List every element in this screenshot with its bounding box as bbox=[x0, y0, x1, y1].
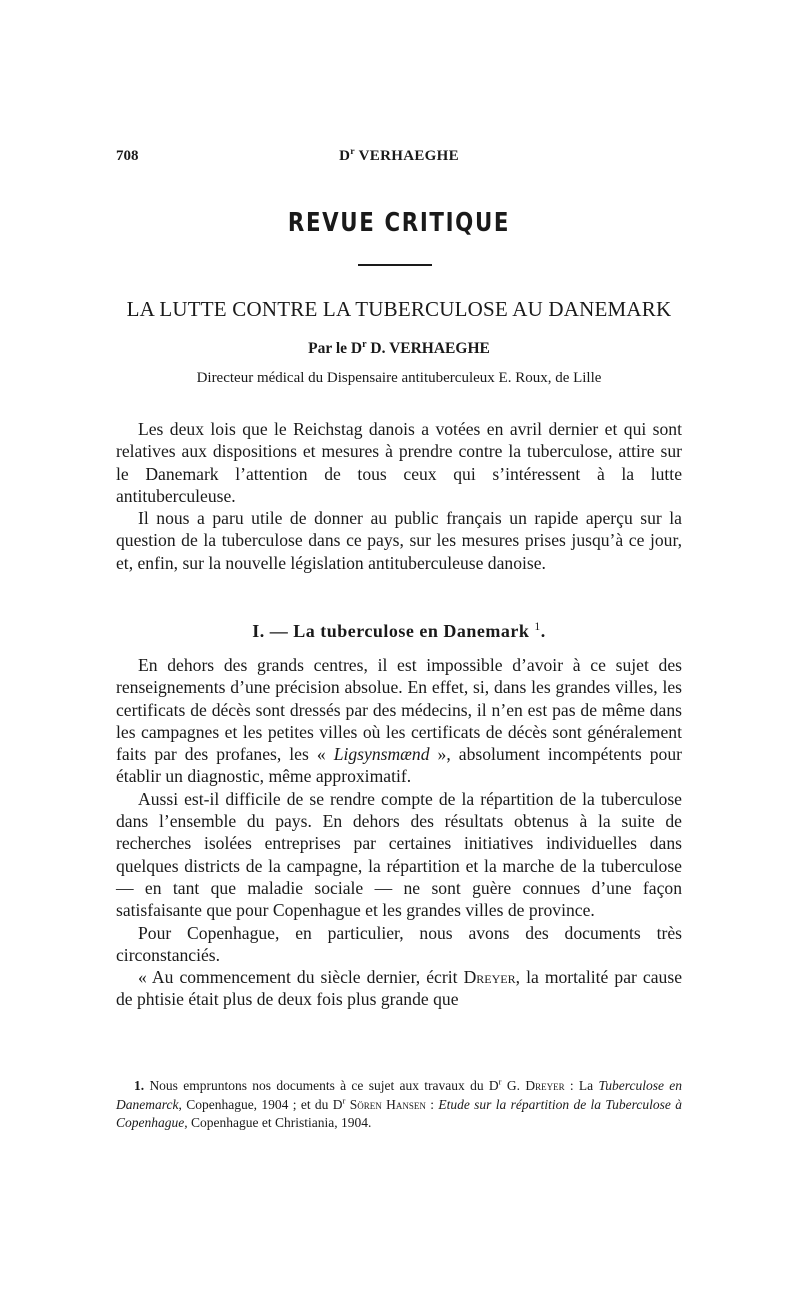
part1-paragraph-4 bbox=[116, 966, 682, 1011]
dreyer-name: Dreyer bbox=[463, 967, 516, 988]
running-title-prefix: D bbox=[339, 148, 351, 164]
article-title: LA LUTTE CONTRE LA TUBERCULOSE AU DANEMARK bbox=[126, 297, 672, 321]
byline bbox=[116, 340, 682, 358]
running-title bbox=[116, 148, 682, 165]
footnote-title-2: Etude sur la répartition de la Tuberculose à Copenhague bbox=[116, 1096, 682, 1130]
running-head bbox=[116, 148, 682, 172]
byline-name: D. VERHAEGHE bbox=[370, 340, 490, 357]
footnote-sep-1: : La bbox=[564, 1078, 599, 1093]
footnote-name-1: G. Dreyer bbox=[506, 1078, 565, 1093]
footnote-ref: 1 bbox=[534, 620, 541, 633]
part1-paragraph-2: Aussi est-il difficile de se rendre compte de la répartition de la tuberculose dans l’ensemble du pays. En dehors des résultats obtenus à la suite de recherches isolées entreprises par certaines initiatives individuelles dans quelques districts de la campagne, la répartition et la marche de la tuberculose — en tant que maladie sociale — ne sont guère connues d’une façon satisfaisante que pour Copenhague et les grandes villes de province. bbox=[116, 788, 682, 921]
footnote-sep-2: : bbox=[425, 1096, 439, 1112]
part1-paragraph-1 bbox=[116, 654, 682, 788]
part1-p4-after: , la mortalité par cause de phtisie était plus de deux fois plus grande que bbox=[116, 967, 682, 1010]
part1-p1-after: », absolument incompétents pour établir un diagnostic, même approximatif. bbox=[116, 744, 682, 787]
part1-p4-before: « Au commencement du siècle dernier, écrit bbox=[138, 967, 464, 988]
affiliation: Directeur médical du Dispensaire antituberculeux E. Roux, de Lille bbox=[196, 370, 602, 386]
part1-p1-before: En dehors des grands centres, il est impossible d’avoir à ce sujet des renseignements d’une précision absolue. En effet, si, dans les grandes villes, les certificats de décès sont dressés par des médecins, il n’en est pas de même dans les campagnes et les petites villes où les certificats de décès sont généralement faits par des profanes, les « bbox=[116, 655, 682, 765]
running-title-name: VERHAEGHE bbox=[358, 148, 459, 164]
footnote-number: 1. bbox=[134, 1078, 145, 1093]
intro-paragraph-2: Il nous a paru utile de donner au public français un rapide aperçu sur la question de la tuberculose dans ce pays, sur les mesures prises jusqu’à ce jour, et, enfin, sur la nouvelle législation antituberculeuse danoise. bbox=[116, 508, 682, 573]
page-number: 708 bbox=[116, 148, 139, 164]
title-rule bbox=[358, 264, 432, 266]
ligsynsmaend-term: Ligsynsmænd bbox=[333, 744, 430, 765]
section-heading: REVUE CRITIQUE bbox=[287, 208, 511, 238]
part-heading-text: I. — La tuberculose en Danemark bbox=[252, 621, 530, 641]
footnote-name-2: Sören Hansen bbox=[349, 1096, 426, 1112]
byline-sup: r bbox=[362, 338, 367, 350]
footnote-sup-1: r bbox=[498, 1076, 502, 1087]
running-title-prefix-sup: r bbox=[350, 146, 355, 157]
part-heading: I. — La tuberculose en Danemark $^1$. bbox=[252, 620, 546, 641]
intro-paragraph-1: Les deux lois que le Reichstag danois a votées en avril dernier et qui sont relatives aux dispositions et mesures à prendre contre la tuberculose, attire sur le Danemark l’attention de tous ceux qui s’intéressent à la lutte antituberculeuse. bbox=[116, 419, 682, 506]
footnote-text-b: , Copenhague, 1904 ; et du D bbox=[178, 1096, 343, 1112]
footnotes bbox=[116, 1077, 682, 1133]
part1-text bbox=[116, 654, 682, 1011]
byline-par: Par le D bbox=[308, 340, 363, 357]
part1-paragraph-3: Pour Copenhague, en particulier, nous avons des documents très circonstanciés. bbox=[116, 922, 682, 965]
footnote-title-1: Tuberculose en Danemarck bbox=[116, 1078, 683, 1112]
footnote-text-c: , Copenhague et Christiania, 1904. bbox=[184, 1115, 372, 1130]
intro-text bbox=[116, 418, 682, 574]
footnote-text-a: Nous empruntons nos documents à ce sujet aux travaux du D bbox=[149, 1078, 499, 1093]
footnote-1 bbox=[116, 1077, 682, 1133]
footnote-sup-2: r bbox=[342, 1095, 346, 1105]
